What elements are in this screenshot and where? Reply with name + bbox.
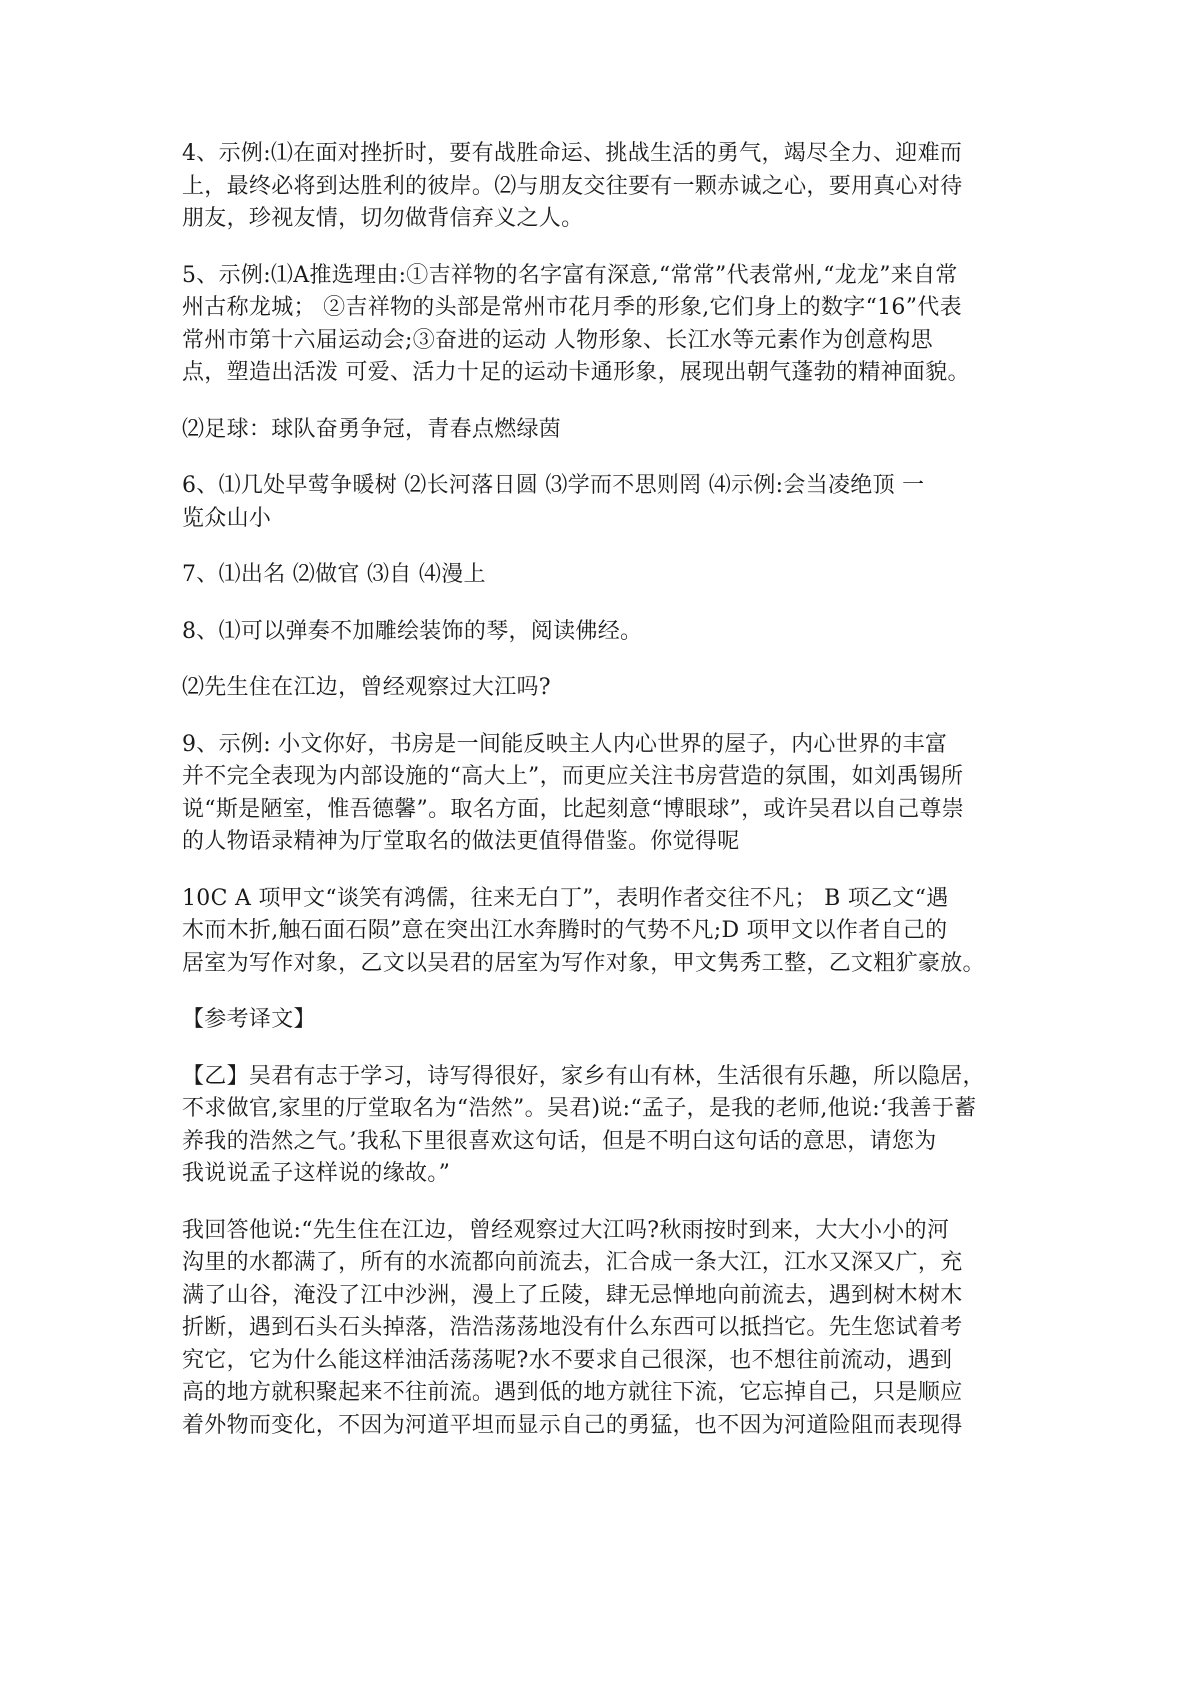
text-line: 6、⑴几处早莺争暖树 ⑵长河落日圆 ⑶学而不思则罔 ⑷示例:会当凌绝顶 一 — [182, 473, 925, 498]
text-line: 点，塑造出活泼 可爱、活力十足的运动卡通形象，展现出朝气蓬勃的精神面貌。 — [182, 360, 970, 385]
text-line: 沟里的水都满了，所有的水流都向前流去，汇合成一条大江，江水又深又广，充 — [182, 1250, 963, 1275]
text-line: 并不完全表现为内部设施的“高大上”，而更应关注书房营造的氛围，如刘禹锡所 — [182, 764, 964, 789]
text-line: 州古称龙城； ②吉祥物的头部是常州市花月季的形象,它们身上的数字“16”代表 — [182, 295, 962, 320]
text-line: 养我的浩然之气。’我私下里很喜欢这句话，但是不明白这句话的意思，请您为 — [182, 1128, 937, 1154]
text-line: ⑵足球：球队奋勇争冠，青春点燃绿茵 — [182, 416, 562, 442]
text-line: 满了山谷，淹没了江中沙洲，漫上了丘陵，肆无忌惮地向前流去，遇到树木树木 — [182, 1282, 963, 1308]
paragraph-translation-1 — [182, 1061, 1024, 1191]
text-line: 究它，它为什么能这样油活荡荡呢?水不要求自己很深，也不想往前流动，遇到 — [182, 1347, 953, 1373]
text-line: 的人物语录精神为厅堂取名的做法更值得借鉴。你觉得呢 — [182, 829, 740, 854]
text-line: 朋友，珍视友情，切勿做背信弃义之人。 — [182, 206, 584, 231]
text-line: 4、示例:⑴在面对挫折时，要有战胜命运、挑战生活的勇气，竭尽全力、迎难而 — [182, 141, 963, 166]
text-line: 5、示例:⑴A推选理由:①吉祥物的名字富有深意,“常常”代表常州,“龙龙”来自常 — [182, 262, 958, 288]
text-line: 高的地方就积聚起来不往前流。遇到低的地方就往下流，它忘掉自己，只是顺应 — [182, 1380, 963, 1405]
text-line: 木而木折,触石面石陨”意在突出江水奔腾时的气势不凡;D 项甲文以作者自己的 — [182, 918, 948, 943]
text-line: ⑵先生住在江边，曾经观察过大江吗? — [182, 675, 551, 700]
text-line: 说“斯是陋室，惟吾德馨”。取名方面，比起刻意“博眼球”，或许吴君以自己尊崇 — [182, 796, 965, 822]
document-body — [182, 138, 1024, 1466]
paragraph-answer-6 — [182, 470, 1024, 535]
paragraph-answer-10 — [182, 883, 1024, 981]
text-line: 我回答他说:“先生住在江边，曾经观察过大江吗?秋雨按时到来，大大小小的河 — [182, 1217, 950, 1243]
paragraph-answer-7 — [182, 559, 1024, 592]
text-line: 着外物而变化，不因为河道平坦而显示自己的勇猛，也不因为河道险阻而表现得 — [182, 1412, 963, 1438]
text-line: 不求做官,家里的厅堂取名为“浩然”。吴君)说:“孟子，是我的老师,他说:‘我善于蓄 — [182, 1096, 977, 1121]
text-line: 常州市第十六届运动会;③奋进的运动 人物形象、长江水等元素作为创意构思 — [182, 327, 933, 353]
text-line: 居室为写作对象，乙文以吴君的居室为写作对象，甲文隽秀工整，乙文粗犷豪放。 — [182, 950, 985, 976]
text-line: 【乙】吴君有志于学习，诗写得很好，家乡有山有林，生活很有乐趣，所以隐居， — [182, 1063, 985, 1089]
section-heading — [182, 1004, 1024, 1037]
text-line: 8、⑴可以弹奏不加雕绘装饰的琴，阅读佛经。 — [182, 618, 643, 644]
paragraph-answer-8-2 — [182, 672, 1024, 705]
text-line: 7、⑴出名 ⑵做官 ⑶自 ⑷漫上 — [182, 562, 486, 587]
paragraph-answer-5-1 — [182, 260, 1024, 390]
text-line: 10C A 项甲文“谈笑有鸿儒，往来无白丁”，表明作者交往不凡； B 项乙文“遇 — [182, 885, 949, 911]
text-line: 上，最终必将到达胜利的彼岸。⑵与朋友交往要有一颗赤诚之心，要用真心对待 — [182, 173, 963, 199]
text-line: 【参考译文】 — [182, 1007, 316, 1032]
paragraph-answer-4 — [182, 138, 1024, 236]
paragraph-answer-5-2 — [182, 414, 1024, 447]
text-line: 我说说孟子这样说的缘故。” — [182, 1161, 451, 1186]
text-line: 9、示例: 小文你好，书房是一间能反映主人内心世界的屋子，内心世界的丰富 — [182, 731, 948, 757]
paragraph-translation-2 — [182, 1215, 1024, 1443]
paragraph-answer-8-1 — [182, 616, 1024, 649]
paragraph-answer-9 — [182, 729, 1024, 859]
text-line: 览众山小 — [182, 505, 272, 531]
text-line: 折断，遇到石头石头掉落，浩浩荡荡地没有什么东西可以抵挡它。先生您试着考 — [182, 1315, 963, 1340]
